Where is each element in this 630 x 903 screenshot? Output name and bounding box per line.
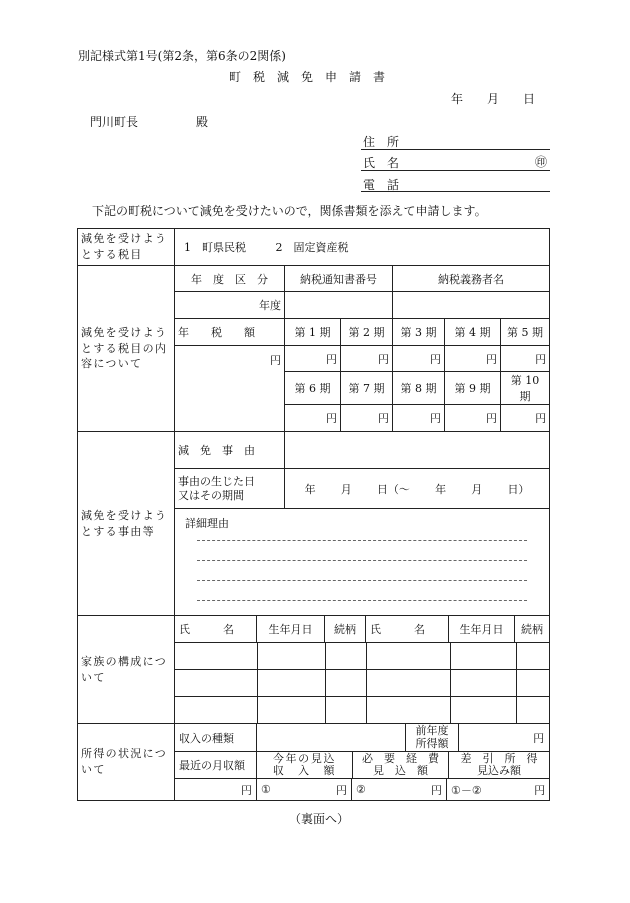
period-amount[interactable]: 円: [341, 405, 393, 432]
occurrence-period-cell[interactable]: 年 月 日（〜 年 月 日）: [285, 469, 550, 509]
income-detail-header-row: [175, 752, 550, 779]
period-amount[interactable]: 円: [445, 346, 501, 372]
family-header-relation: 続柄: [521, 623, 544, 636]
period-amount[interactable]: 円: [501, 405, 550, 432]
detail-reason-box[interactable]: [175, 509, 550, 616]
income-type-cell[interactable]: [257, 724, 406, 751]
notice-number-cell[interactable]: [285, 292, 393, 319]
fiscal-year-cell[interactable]: 年度: [175, 292, 285, 319]
period-header: 第 3 期: [393, 319, 445, 346]
family-table-cell: [175, 616, 550, 643]
family-label: 家族の構成について: [78, 616, 175, 724]
monthly-income-header: 最近の月収額: [175, 752, 257, 778]
address-label: 住 所: [363, 135, 400, 149]
option-resident-tax[interactable]: 1 町県民税: [184, 241, 246, 254]
expenses-cell[interactable]: ② 円: [352, 779, 447, 800]
period-amount[interactable]: 円: [393, 346, 445, 372]
prev-year-income-header: 前年度 所得額: [406, 724, 459, 751]
application-table: [77, 228, 550, 801]
family-header-name: 氏 名: [366, 616, 449, 642]
tax-item-label: 減免を受けようとする税目: [78, 229, 175, 266]
family-header-birthdate: 生年月日: [449, 616, 515, 642]
family-row[interactable]: [175, 643, 550, 670]
income-type-row: [175, 724, 550, 752]
seal-mark: ㊞: [535, 155, 548, 169]
form-number: 別記様式第1号(第2条，第6条の2関係): [78, 49, 286, 63]
expected-income-header: 今年の見込 収 入 額: [257, 752, 353, 778]
reason-label: 減免を受けようとする事由等: [78, 432, 175, 616]
annual-tax-header: 年 税 額: [175, 319, 285, 346]
income-type-header: 収入の種類: [175, 724, 257, 751]
phone-label: 電 話: [363, 178, 400, 192]
monthly-income-cell[interactable]: 円: [175, 779, 257, 800]
period-header: 第 1 期: [285, 319, 341, 346]
application-date: 年 月 日: [451, 92, 536, 106]
address-line[interactable]: [361, 149, 550, 150]
period-amount[interactable]: 円: [445, 405, 501, 432]
detail-line: [197, 540, 527, 560]
phone-line[interactable]: [361, 191, 550, 192]
exemption-reason-header: 減 免 事 由: [175, 432, 285, 469]
period-header: 第 2 期: [341, 319, 393, 346]
income-values-row: [175, 779, 550, 801]
period-amount[interactable]: 円: [393, 405, 445, 432]
expenses-header: 必 要 経 費 見 込 額: [353, 752, 449, 778]
period-header: 第 6 期: [285, 372, 341, 405]
intro-text: 下記の町税について減免を受けたいので，関係書類を添えて申請します。: [92, 204, 487, 218]
occurrence-period-header: 事由の生じた日 又はその期間: [175, 469, 285, 509]
annual-tax-amount[interactable]: 円: [175, 346, 285, 432]
net-income-header: 差 引 所 得 見込み額: [460, 751, 538, 777]
period-header: 第 7 期: [341, 372, 393, 405]
addressee: 門川町長: [90, 115, 139, 129]
notice-number-header: 納税通知書番号: [285, 266, 393, 292]
family-header-birthdate: 生年月日: [257, 616, 325, 642]
family-row[interactable]: [175, 670, 550, 697]
period-header: 第 4 期: [445, 319, 501, 346]
period-header: 第 8 期: [393, 372, 445, 405]
honorific: 殿: [196, 115, 209, 129]
expected-income-cell[interactable]: ① 円: [257, 779, 352, 800]
detail-line: [197, 580, 527, 600]
period-header: 第 5 期: [501, 319, 550, 346]
period-header: 第 10 期: [501, 372, 550, 405]
taxpayer-name-cell[interactable]: [393, 292, 550, 319]
family-header-relation: 続柄: [325, 616, 366, 642]
period-amount[interactable]: 円: [341, 346, 393, 372]
form-title: 町 税 減 免 申 請 書: [229, 70, 386, 84]
detail-line: [197, 600, 527, 601]
tax-content-label: 減免を受けようとする税目の内容について: [78, 266, 175, 432]
continued-on-back: （裏面へ）: [289, 812, 350, 826]
tax-item-options[interactable]: [175, 229, 550, 266]
detail-reason-header: 詳細理由: [185, 517, 229, 530]
period-amount[interactable]: 円: [285, 346, 341, 372]
taxpayer-name-header: 納税義務者名: [393, 266, 550, 292]
option-property-tax[interactable]: 2 固定資産税: [275, 241, 349, 254]
name-line[interactable]: [361, 170, 550, 171]
period-amount[interactable]: 円: [285, 405, 341, 432]
period-amount[interactable]: 円: [501, 346, 550, 372]
name-label: 氏 名: [363, 156, 400, 170]
detail-line: [197, 560, 527, 580]
family-header-name: 氏 名: [175, 616, 257, 642]
net-income-cell[interactable]: ①－② 円: [451, 783, 546, 797]
period-header: 第 9 期: [445, 372, 501, 405]
year-category-header: 年 度 区 分: [175, 266, 285, 292]
prev-year-income-cell[interactable]: 円: [533, 731, 545, 745]
exemption-reason-cell[interactable]: [285, 432, 550, 469]
family-row[interactable]: [175, 697, 550, 724]
income-label: 所得の状況について: [78, 724, 175, 801]
